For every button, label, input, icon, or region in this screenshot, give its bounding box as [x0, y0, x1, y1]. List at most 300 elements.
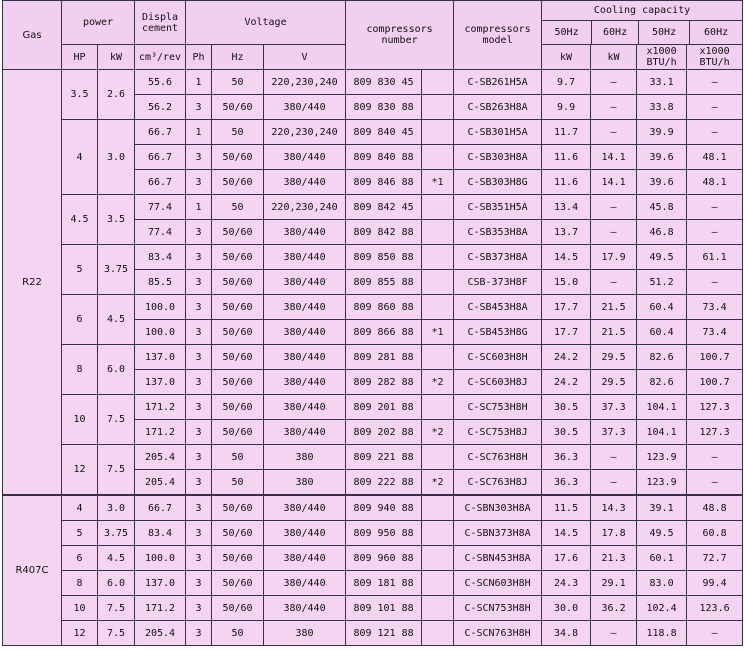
ph-cell: 3: [186, 470, 212, 496]
btu60-cell: 48.1: [687, 170, 743, 195]
disp-cell: 171.2: [135, 596, 186, 621]
kw50-cell: 15.0: [542, 270, 591, 295]
kw60-cell: —: [591, 195, 637, 220]
ph-cell: 1: [186, 195, 212, 220]
hp-cell: 4: [62, 120, 98, 195]
model-cell: C-SCN603H8H: [454, 571, 542, 596]
btu50-cell: 33.8: [637, 95, 687, 120]
hz-cell: 50: [212, 445, 264, 470]
hz-cell: 50/60: [212, 220, 264, 245]
kw50-cell: 13.7: [542, 220, 591, 245]
v-cell: 380/440: [264, 495, 346, 521]
compressors-model-header-line1: compressors: [464, 24, 531, 35]
model-cell: C-SB453H8A: [454, 295, 542, 320]
model-cell: C-SBN453H8A: [454, 546, 542, 571]
hz-cell: 50/60: [212, 571, 264, 596]
hz-cell: 50/60: [212, 420, 264, 445]
kw-unit-header: kW: [98, 45, 135, 70]
ph-cell: 3: [186, 95, 212, 120]
table-row: [3, 546, 743, 571]
disp-cell: 66.7: [135, 495, 186, 521]
num-cell: 809 830 88: [346, 95, 422, 120]
kw50-cell: 24.3: [542, 571, 591, 596]
compressors-number-header-line1: compressors: [366, 24, 433, 35]
ph-cell: 3: [186, 445, 212, 470]
table-row: [3, 345, 743, 370]
disp-cell: 66.7: [135, 120, 186, 145]
btu50-cell: 102.4: [637, 596, 687, 621]
btu50-cell: 60.4: [637, 295, 687, 320]
btu50-cell: 39.9: [637, 120, 687, 145]
num-cell: 809 222 88: [346, 470, 422, 496]
v-cell: 380/440: [264, 420, 346, 445]
hz-cell: 50/60: [212, 270, 264, 295]
kw60-cell: 21.5: [591, 295, 637, 320]
btu50-cell: 104.1: [637, 420, 687, 445]
btu50-cell: 39.6: [637, 145, 687, 170]
model-cell: C-SC753H8J: [454, 420, 542, 445]
btu60-unit-line2: BTU/h: [699, 57, 730, 68]
kw60-cell: —: [591, 621, 637, 646]
num-cell: 809 101 88: [346, 596, 422, 621]
kw60-cell: —: [591, 70, 637, 95]
ph-cell: 3: [186, 220, 212, 245]
kw60-cell: 14.1: [591, 145, 637, 170]
btu50-cell: 39.6: [637, 170, 687, 195]
v-header: V: [264, 45, 346, 70]
hz-cell: 50/60: [212, 495, 264, 521]
table-row: [3, 245, 743, 270]
compressors-model-header: [454, 1, 542, 70]
ph-cell: 3: [186, 395, 212, 420]
gas-cell-r407c: R407C: [3, 495, 62, 646]
btu50-cell: 51.2: [637, 270, 687, 295]
v-cell: 220,230,240: [264, 120, 346, 145]
power-kw-cell: 3.0: [98, 495, 135, 521]
displacement-unit-header: cm³/rev: [135, 45, 186, 70]
btu50-unit-header: [637, 45, 687, 70]
kw50-cell: 13.4: [542, 195, 591, 220]
note-cell: [422, 145, 454, 170]
kw50-cell: 24.2: [542, 370, 591, 395]
hp-cell: 6: [62, 295, 98, 345]
v-cell: 220,230,240: [264, 195, 346, 220]
power-kw-cell: 7.5: [98, 621, 135, 646]
disp-cell: 137.0: [135, 345, 186, 370]
model-cell: C-SB303H8A: [454, 145, 542, 170]
v-cell: 380/440: [264, 95, 346, 120]
note-cell: *2: [422, 420, 454, 445]
kw60-cell: 21.3: [591, 546, 637, 571]
ph-cell: 3: [186, 596, 212, 621]
note-cell: *2: [422, 470, 454, 496]
btu60-cell: —: [687, 445, 743, 470]
ph-cell: 3: [186, 495, 212, 521]
hz-cell: 50: [212, 70, 264, 95]
kw50-unit-header: kW: [542, 45, 591, 70]
model-cell: C-SB263H8A: [454, 95, 542, 120]
disp-cell: 100.0: [135, 320, 186, 345]
gas-cell-r22: R22: [3, 70, 62, 496]
btu60-cell: 48.1: [687, 145, 743, 170]
btu60-unit-header: [687, 45, 743, 70]
hz50-header-kw: 50Hz: [542, 21, 592, 44]
ph-cell: 3: [186, 345, 212, 370]
note-cell: [422, 445, 454, 470]
kw50-cell: 36.3: [542, 470, 591, 496]
kw50-cell: 24.2: [542, 345, 591, 370]
ph-cell: 3: [186, 521, 212, 546]
btu60-cell: —: [687, 470, 743, 496]
kw50-cell: 11.6: [542, 145, 591, 170]
table-row: [3, 70, 743, 95]
model-cell: C-SB353H8A: [454, 220, 542, 245]
note-cell: [422, 546, 454, 571]
kw60-cell: —: [591, 220, 637, 245]
displacement-header-line1: Displa: [141, 11, 179, 23]
power-kw-cell: 7.5: [98, 395, 135, 445]
disp-cell: 205.4: [135, 470, 186, 496]
num-cell: 809 181 88: [346, 571, 422, 596]
num-cell: 809 960 88: [346, 546, 422, 571]
hz-cell: 50: [212, 470, 264, 496]
btu60-cell: —: [687, 120, 743, 145]
btu60-cell: —: [687, 621, 743, 646]
kw60-cell: —: [591, 445, 637, 470]
kw60-cell: 14.1: [591, 170, 637, 195]
disp-cell: 56.2: [135, 95, 186, 120]
kw60-cell: 17.9: [591, 245, 637, 270]
power-kw-cell: 3.75: [98, 245, 135, 295]
btu60-cell: 127.3: [687, 420, 743, 445]
ph-cell: 3: [186, 370, 212, 395]
v-cell: 380/440: [264, 320, 346, 345]
hz-cell: 50: [212, 120, 264, 145]
btu60-cell: 48.8: [687, 495, 743, 521]
hz-cell: 50: [212, 621, 264, 646]
btu60-cell: 100.7: [687, 370, 743, 395]
kw50-cell: 11.6: [542, 170, 591, 195]
voltage-header: Voltage: [186, 1, 346, 45]
hp-cell: 10: [62, 395, 98, 445]
power-kw-cell: 7.5: [98, 445, 135, 496]
kw60-cell: —: [591, 120, 637, 145]
table-row: [3, 521, 743, 546]
num-cell: 809 940 88: [346, 495, 422, 521]
table-row: [3, 120, 743, 145]
v-cell: 380: [264, 470, 346, 496]
disp-cell: 77.4: [135, 220, 186, 245]
kw50-cell: 17.6: [542, 546, 591, 571]
hz60-header-kw: 60Hz: [592, 21, 639, 44]
ph-cell: 3: [186, 145, 212, 170]
kw60-cell: 17.8: [591, 521, 637, 546]
num-cell: 809 842 45: [346, 195, 422, 220]
hz-cell: 50/60: [212, 170, 264, 195]
btu50-cell: 82.6: [637, 345, 687, 370]
hz-cell: 50/60: [212, 395, 264, 420]
kw60-cell: —: [591, 270, 637, 295]
kw60-cell: 29.5: [591, 345, 637, 370]
btu50-unit-line2: BTU/h: [646, 57, 677, 68]
btu60-unit-line1: x1000: [699, 46, 730, 57]
kw60-cell: —: [591, 95, 637, 120]
v-cell: 380/440: [264, 521, 346, 546]
num-cell: 809 202 88: [346, 420, 422, 445]
cooling-capacity-header: [542, 1, 743, 45]
kw50-cell: 14.5: [542, 521, 591, 546]
num-cell: 809 860 88: [346, 295, 422, 320]
btu50-cell: 45.8: [637, 195, 687, 220]
v-cell: 380/440: [264, 571, 346, 596]
hz-cell: 50/60: [212, 370, 264, 395]
note-cell: *1: [422, 170, 454, 195]
num-cell: 809 121 88: [346, 621, 422, 646]
v-cell: 380/440: [264, 170, 346, 195]
v-cell: 380/440: [264, 220, 346, 245]
v-cell: 380/440: [264, 295, 346, 320]
kw60-cell: 29.5: [591, 370, 637, 395]
ph-cell: 3: [186, 295, 212, 320]
kw50-cell: 11.7: [542, 120, 591, 145]
v-cell: 380/440: [264, 395, 346, 420]
header-row-top: [3, 1, 743, 45]
v-cell: 380/440: [264, 546, 346, 571]
hz-cell: 50/60: [212, 345, 264, 370]
power-header: power: [62, 1, 135, 45]
num-cell: 809 842 88: [346, 220, 422, 245]
v-cell: 380: [264, 621, 346, 646]
ph-cell: 3: [186, 320, 212, 345]
kw60-cell: 36.2: [591, 596, 637, 621]
num-cell: 809 281 88: [346, 345, 422, 370]
power-kw-cell: 2.6: [98, 70, 135, 120]
kw60-cell: 37.3: [591, 420, 637, 445]
power-kw-cell: 6.0: [98, 571, 135, 596]
kw60-cell: 14.3: [591, 495, 637, 521]
btu50-cell: 49.5: [637, 245, 687, 270]
model-cell: C-SB301H5A: [454, 120, 542, 145]
hp-cell: 5: [62, 521, 98, 546]
hz-header: Hz: [212, 45, 264, 70]
note-cell: [422, 345, 454, 370]
model-cell: C-SBN373H8A: [454, 521, 542, 546]
model-cell: C-SC763H8H: [454, 445, 542, 470]
disp-cell: 77.4: [135, 195, 186, 220]
note-cell: [422, 70, 454, 95]
kw50-cell: 36.3: [542, 445, 591, 470]
power-kw-cell: 7.5: [98, 596, 135, 621]
note-cell: [422, 295, 454, 320]
cooling-capacity-title: Cooling capacity: [542, 1, 742, 21]
kw50-cell: 11.5: [542, 495, 591, 521]
hp-cell: 4.5: [62, 195, 98, 245]
model-cell: C-SB373H8A: [454, 245, 542, 270]
btu60-cell: —: [687, 95, 743, 120]
table-row: [3, 295, 743, 320]
power-kw-cell: 3.0: [98, 120, 135, 195]
hz-cell: 50/60: [212, 145, 264, 170]
hz-cell: 50/60: [212, 295, 264, 320]
kw50-cell: 30.5: [542, 395, 591, 420]
hp-cell: 10: [62, 596, 98, 621]
cooling-capacity-hz-row: [542, 21, 742, 44]
btu50-cell: 39.1: [637, 495, 687, 521]
model-cell: C-SB261H5A: [454, 70, 542, 95]
hz-cell: 50: [212, 195, 264, 220]
num-cell: 809 221 88: [346, 445, 422, 470]
note-cell: [422, 521, 454, 546]
btu50-cell: 33.1: [637, 70, 687, 95]
disp-cell: 137.0: [135, 571, 186, 596]
v-cell: 380/440: [264, 596, 346, 621]
v-cell: 380/440: [264, 245, 346, 270]
btu50-cell: 123.9: [637, 470, 687, 496]
hp-cell: 8: [62, 345, 98, 395]
model-cell: C-SC603H8H: [454, 345, 542, 370]
btu50-cell: 49.5: [637, 521, 687, 546]
num-cell: 809 840 45: [346, 120, 422, 145]
disp-cell: 55.6: [135, 70, 186, 95]
v-cell: 380/440: [264, 145, 346, 170]
num-cell: 809 855 88: [346, 270, 422, 295]
note-cell: [422, 596, 454, 621]
note-cell: [422, 245, 454, 270]
hp-cell: 5: [62, 245, 98, 295]
note-cell: *2: [422, 370, 454, 395]
ph-cell: 3: [186, 571, 212, 596]
btu50-cell: 104.1: [637, 395, 687, 420]
btu50-cell: 60.1: [637, 546, 687, 571]
model-cell: CSB-373H8F: [454, 270, 542, 295]
note-cell: [422, 621, 454, 646]
power-kw-cell: 4.5: [98, 546, 135, 571]
model-cell: C-SCN753H8H: [454, 596, 542, 621]
hp-cell: 4: [62, 495, 98, 521]
hz60-header-btu: 60Hz: [704, 27, 729, 38]
hp-cell: 8: [62, 571, 98, 596]
btu60-cell: 123.6: [687, 596, 743, 621]
hz-cell: 50/60: [212, 320, 264, 345]
ph-header: Ph: [186, 45, 212, 70]
kw60-cell: 37.3: [591, 395, 637, 420]
table-row: [3, 596, 743, 621]
table-row: [3, 445, 743, 470]
note-cell: *1: [422, 320, 454, 345]
hp-cell: 12: [62, 621, 98, 646]
hz-cell: 50/60: [212, 521, 264, 546]
table-row: [3, 571, 743, 596]
note-cell: [422, 95, 454, 120]
disp-cell: 100.0: [135, 295, 186, 320]
btu50-cell: 82.6: [637, 370, 687, 395]
model-cell: C-SB351H5A: [454, 195, 542, 220]
num-cell: 809 282 88: [346, 370, 422, 395]
ph-cell: 3: [186, 420, 212, 445]
hp-unit-header: HP: [62, 45, 98, 70]
ph-cell: 3: [186, 170, 212, 195]
btu50-cell: 46.8: [637, 220, 687, 245]
compressors-number-header-line2: number: [381, 35, 418, 46]
disp-cell: 205.4: [135, 621, 186, 646]
ph-cell: 1: [186, 120, 212, 145]
gas-header: Gas: [3, 1, 62, 70]
kw60-unit-header: kW: [591, 45, 637, 70]
disp-cell: 205.4: [135, 445, 186, 470]
disp-cell: 66.7: [135, 145, 186, 170]
kw50-cell: 30.0: [542, 596, 591, 621]
btu60-cell: —: [687, 270, 743, 295]
displacement-header-line2: cement: [141, 22, 179, 34]
disp-cell: 66.7: [135, 170, 186, 195]
btu60-cell: 73.4: [687, 320, 743, 345]
kw50-cell: 30.5: [542, 420, 591, 445]
kw60-cell: —: [591, 470, 637, 496]
btu50-unit-line1: x1000: [646, 46, 677, 57]
num-cell: 809 201 88: [346, 395, 422, 420]
btu50-cell: 60.4: [637, 320, 687, 345]
note-cell: [422, 571, 454, 596]
kw50-cell: 17.7: [542, 295, 591, 320]
ph-cell: 3: [186, 245, 212, 270]
btu50-cell: 118.8: [637, 621, 687, 646]
note-cell: [422, 395, 454, 420]
hp-cell: 3.5: [62, 70, 98, 120]
num-cell: 809 850 88: [346, 245, 422, 270]
hz50-header-btu: 50Hz: [639, 21, 690, 44]
power-kw-cell: 6.0: [98, 345, 135, 395]
table-row: [3, 395, 743, 420]
model-cell: C-SC763H8J: [454, 470, 542, 496]
btu60-cell: —: [687, 195, 743, 220]
power-kw-cell: 4.5: [98, 295, 135, 345]
kw50-cell: 14.5: [542, 245, 591, 270]
disp-cell: 85.5: [135, 270, 186, 295]
model-cell: C-SC753H8H: [454, 395, 542, 420]
disp-cell: 171.2: [135, 395, 186, 420]
btu60-cell: —: [687, 70, 743, 95]
note-cell: [422, 495, 454, 521]
model-cell: C-SB303H8G: [454, 170, 542, 195]
btu60-cell: —: [687, 220, 743, 245]
btu60-cell: 73.4: [687, 295, 743, 320]
btu50-cell: 123.9: [637, 445, 687, 470]
table-row: [3, 195, 743, 220]
hz-cell: 50/60: [212, 95, 264, 120]
kw50-cell: 9.7: [542, 70, 591, 95]
ph-cell: 3: [186, 546, 212, 571]
model-cell: C-SBN303H8A: [454, 495, 542, 521]
kw60-cell: 21.5: [591, 320, 637, 345]
btu60-cell: 100.7: [687, 345, 743, 370]
btu60-cell: 60.8: [687, 521, 743, 546]
model-cell: C-SCN763H8H: [454, 621, 542, 646]
table-row: [3, 495, 743, 521]
kw60-cell: 29.1: [591, 571, 637, 596]
ph-cell: 3: [186, 270, 212, 295]
compressors-model-header-line2: model: [482, 35, 513, 46]
hz-cell: 50/60: [212, 245, 264, 270]
note-cell: [422, 195, 454, 220]
num-cell: 809 830 45: [346, 70, 422, 95]
v-cell: 380/440: [264, 270, 346, 295]
v-cell: 380/440: [264, 345, 346, 370]
hz-cell: 50/60: [212, 596, 264, 621]
btu60-cell: 72.7: [687, 546, 743, 571]
table-row: [3, 621, 743, 646]
note-cell: [422, 120, 454, 145]
note-cell: [422, 220, 454, 245]
